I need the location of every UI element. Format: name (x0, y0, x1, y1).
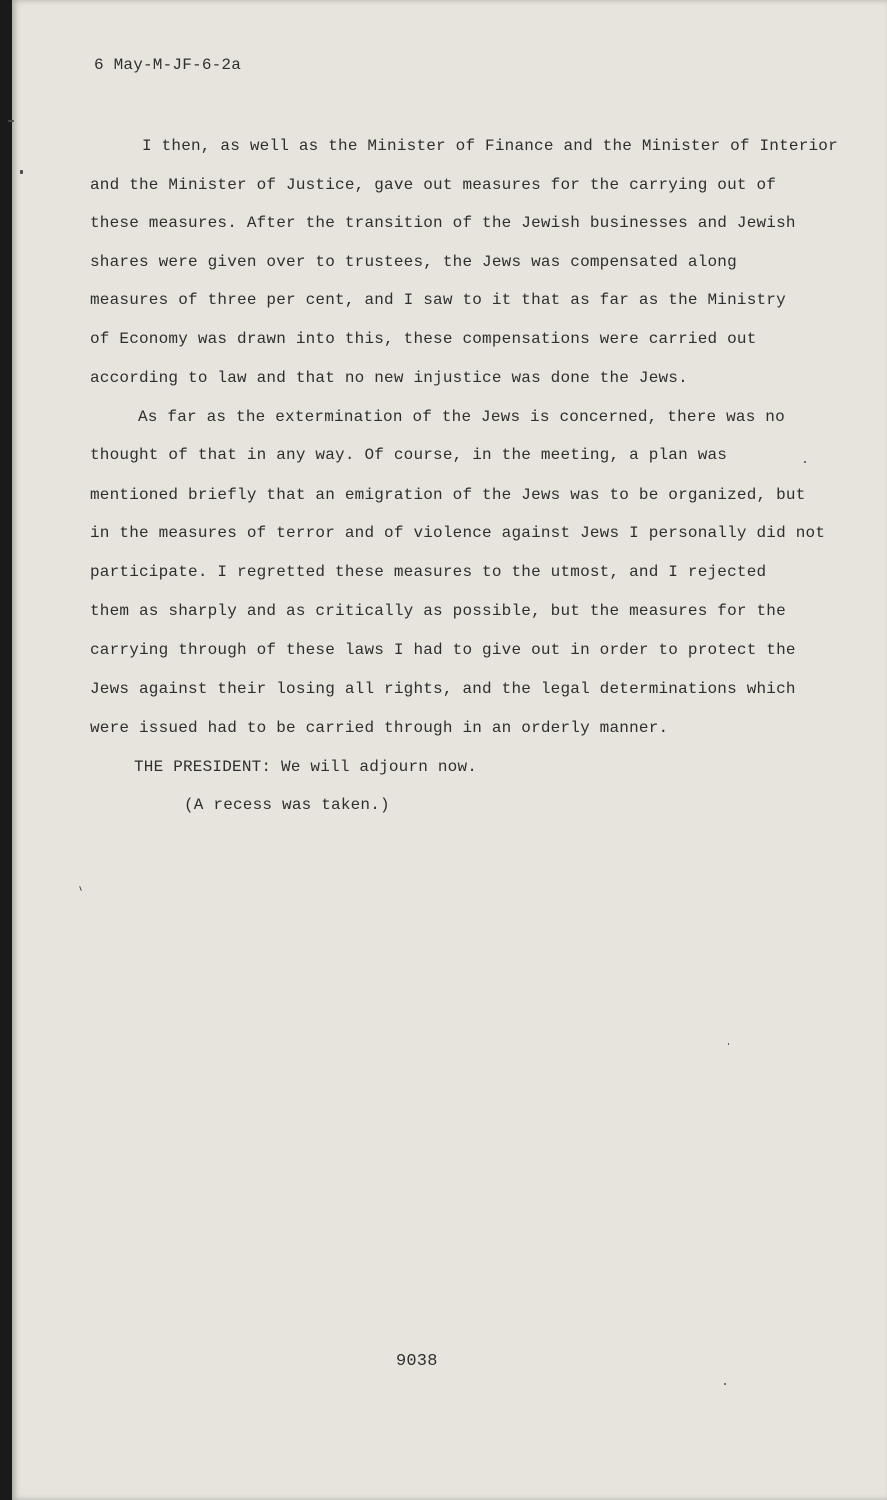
paragraph-1-line: I then, as well as the Minister of Finance and the Minister of Interior (142, 137, 838, 155)
paragraph-2-line: Jews against their losing all rights, and the legal determinations which (90, 680, 796, 698)
scan-mark (8, 120, 14, 122)
paragraph-1-line: of Economy was drawn into this, these compensations were carried out (90, 330, 757, 348)
paragraph-2-line: mentioned briefly that an emigration of the Jews was to be organized, but (90, 486, 806, 504)
scan-speck (728, 1043, 729, 1045)
paragraph-1-line: shares were given over to trustees, the Jews was compensated along (90, 253, 737, 271)
speaker-line: THE PRESIDENT: We will adjourn now. (134, 758, 478, 776)
paragraph-2-line: thought of that in any way. Of course, in the meeting, a plan was (90, 446, 728, 464)
scan-speck (804, 461, 806, 463)
paragraph-1-line: according to law and that no new injustice was done the Jews. (90, 369, 688, 387)
scan-speck (724, 1383, 726, 1385)
stage-direction: (A recess was taken.) (184, 796, 390, 814)
paragraph-2-line: in the measures of terror and of violence against Jews I personally did not (90, 524, 826, 542)
page-number: 9038 (396, 1352, 438, 1371)
paragraph-1-line: these measures. After the transition of the Jewish businesses and Jewish (90, 214, 796, 232)
document-page (12, 0, 887, 1500)
paragraph-2-line: As far as the extermination of the Jews is concerned, there was no (138, 408, 785, 426)
document-reference: 6 May-M-JF-6-2a (94, 56, 242, 74)
paragraph-1-line: measures of three per cent, and I saw to it that as far as the Ministry (90, 291, 786, 309)
paragraph-2-line: participate. I regretted these measures to the utmost, and I rejected (90, 563, 767, 581)
scan-mark (20, 170, 23, 174)
paragraph-2-line: were issued had to be carried through in an orderly manner. (90, 719, 669, 737)
paragraph-1-line: and the Minister of Justice, gave out measures for the carrying out of (90, 176, 777, 194)
paragraph-2-line: carrying through of these laws I had to give out in order to protect the (90, 641, 796, 659)
paragraph-2-line: them as sharply and as critically as possible, but the measures for the (90, 602, 786, 620)
scan-speck (79, 886, 82, 891)
